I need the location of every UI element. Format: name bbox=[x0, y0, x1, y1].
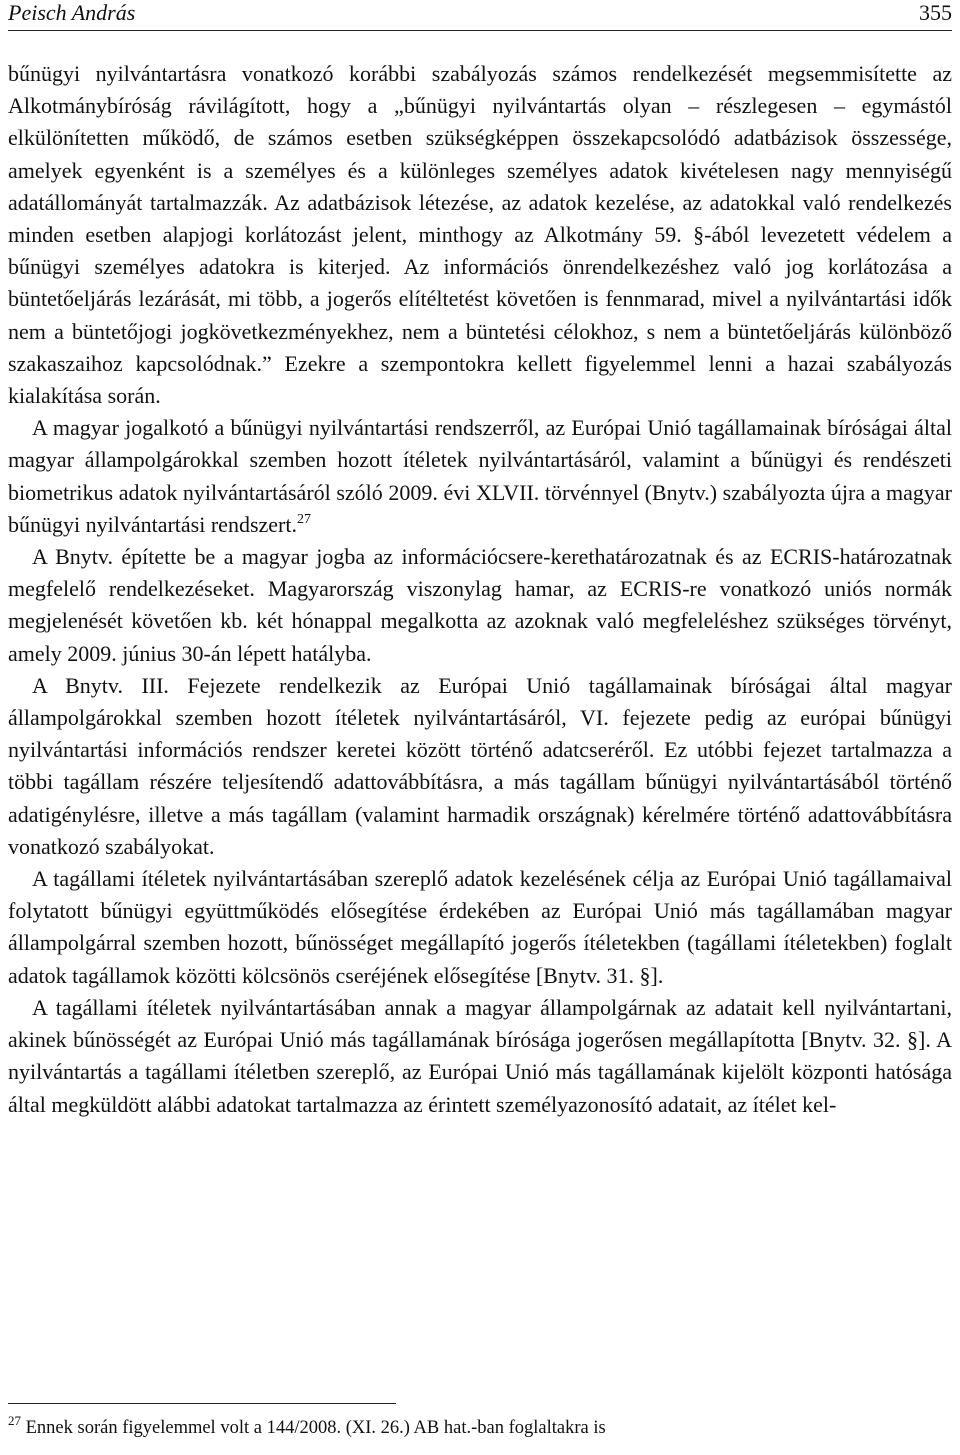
page-number: 355 bbox=[919, 0, 952, 25]
footnote-reference[interactable]: 27 bbox=[296, 511, 311, 527]
paragraph: bűnügyi nyilvántartásra vonatkozó korábbi szabályozás számos rendelkezését megsemmisítette az Alkotmánybíróság rávilágított, hogy a „bűnügyi nyilvántartás olyan – részlegesen – egymástól elkülönítetten működő, de számos esetben szükségképpen összekapcsolódó adatbázisok összessége, amelyek egyenként is a személyes és a különleges személyes adatok kivételesen nagy mennyiségű adatállományát tartalmazzák. Az adatbázisok létezése, az adatok kezelése, az adatokkal való rendelkezés minden esetben alapjogi korlátozást jelent, minthogy az Alkotmány 59. §-ából levezetett védelem a bűnügyi személyes adatokra is kiterjed. Az információs önrendelkezéshez való jog korlátozása a büntetőeljárás lezárását, mi több, a jogerős elítéltetést követően is fennmarad, mivel a nyilvántartási idők nem a büntetőjogi jogkövetkezményekhez, nem a büntetési célokhoz, s nem a büntetőeljárás különböző szakaszaihoz kapcsolódnak.” Ezekre a szempontokra kellett figyelemmel lenni a hazai szabályozás kialakítása során. bbox=[8, 61, 952, 409]
running-header bbox=[8, 0, 952, 31]
footnote-number: 27 bbox=[8, 1413, 21, 1428]
footnote-text: Ennek során figyelemmel volt a 144/2008. (XI. 26.) AB hat.-ban foglaltakra is bbox=[25, 1418, 606, 1438]
running-header-author: Peisch András bbox=[8, 0, 136, 25]
paragraph: A Bnytv. III. Fejezete rendelkezik az Európai Unió tagállamainak bíróságai által magyar állampolgárokkal szemben hozott ítéletek nyilvántartásáról, VI. fejezete pedig az európai bűnügyi nyilvántartási információs rendszer keretei között történő adatcseréről. Ez utóbbi fejezet tartalmazza a többi tagállam részére teljesítendő adattovábbításra, a más tagállam bűnügyi nyilvántartásából történő adatigénylésre, illetve a más tagállam (valamint harmadik országnak) kérelmére történő adattovábbításra vonatkozó szabályokat. bbox=[8, 672, 952, 859]
paragraph bbox=[8, 412, 952, 541]
body-text bbox=[8, 58, 952, 1121]
paragraph-text: A magyar jogalkotó a bűnügyi nyilvántartási rendszerről, az Európai Unió tagállamainak bíróságai által magyar állampolgárokkal szemben hozott ítéletek nyilvántartásáról, valamint a bűnügyi és rendészeti biometrikus adatok nyilvántartásáról szóló 2009. évi XLVII. törvénnyel (Bnytv.) szabályozta újra a magyar bűnügyi nyilvántartási rendszert. bbox=[8, 415, 952, 537]
paragraph: A tagállami ítéletek nyilvántartásában annak a magyar állampolgárnak az adatait kell nyilvántartani, akinek bűnösségét az Európai Unió más tagállamának bírósága jogerősen megállapította [Bnytv. 32. §]. A nyilvántartás a tagállami ítéletben szereplő, az Európai Unió más tagállamának kijelölt központi hatósága által megküldött alábbi adatokat tartalmazza az érintett személyazonosító adatait, az ítélet kel- bbox=[8, 994, 952, 1117]
paragraph: A Bnytv. építette be a magyar jogba az információcsere-kerethatározatnak és az ECRIS-határozatnak megfelelő rendelkezéseket. Magyarország viszonylag hamar, az ECRIS-re vonatkozó uniós normák megjelenését követően kb. két hónappal megalkotta az azoknak való megfeleléshez szükséges törvényt, amely 2009. június 30-án lépett hatályba. bbox=[8, 544, 952, 666]
footnote-separator bbox=[8, 1403, 396, 1404]
paragraph: A tagállami ítéletek nyilvántartásában szereplő adatok kezelésének célja az Európai Unió tagállamaival folytatott bűnügyi együttműködés elősegítése érdekében az Európai Unió más tagállamában magyar állampolgárral szemben hozott, bűnösséget megállapító jogerős ítéletekben (tagállami ítéletekben) foglalt adatok tagállamok közötti kölcsönös cseréjének elősegítése [Bnytv. 31. §]. bbox=[8, 866, 952, 988]
footnote bbox=[8, 1413, 952, 1440]
